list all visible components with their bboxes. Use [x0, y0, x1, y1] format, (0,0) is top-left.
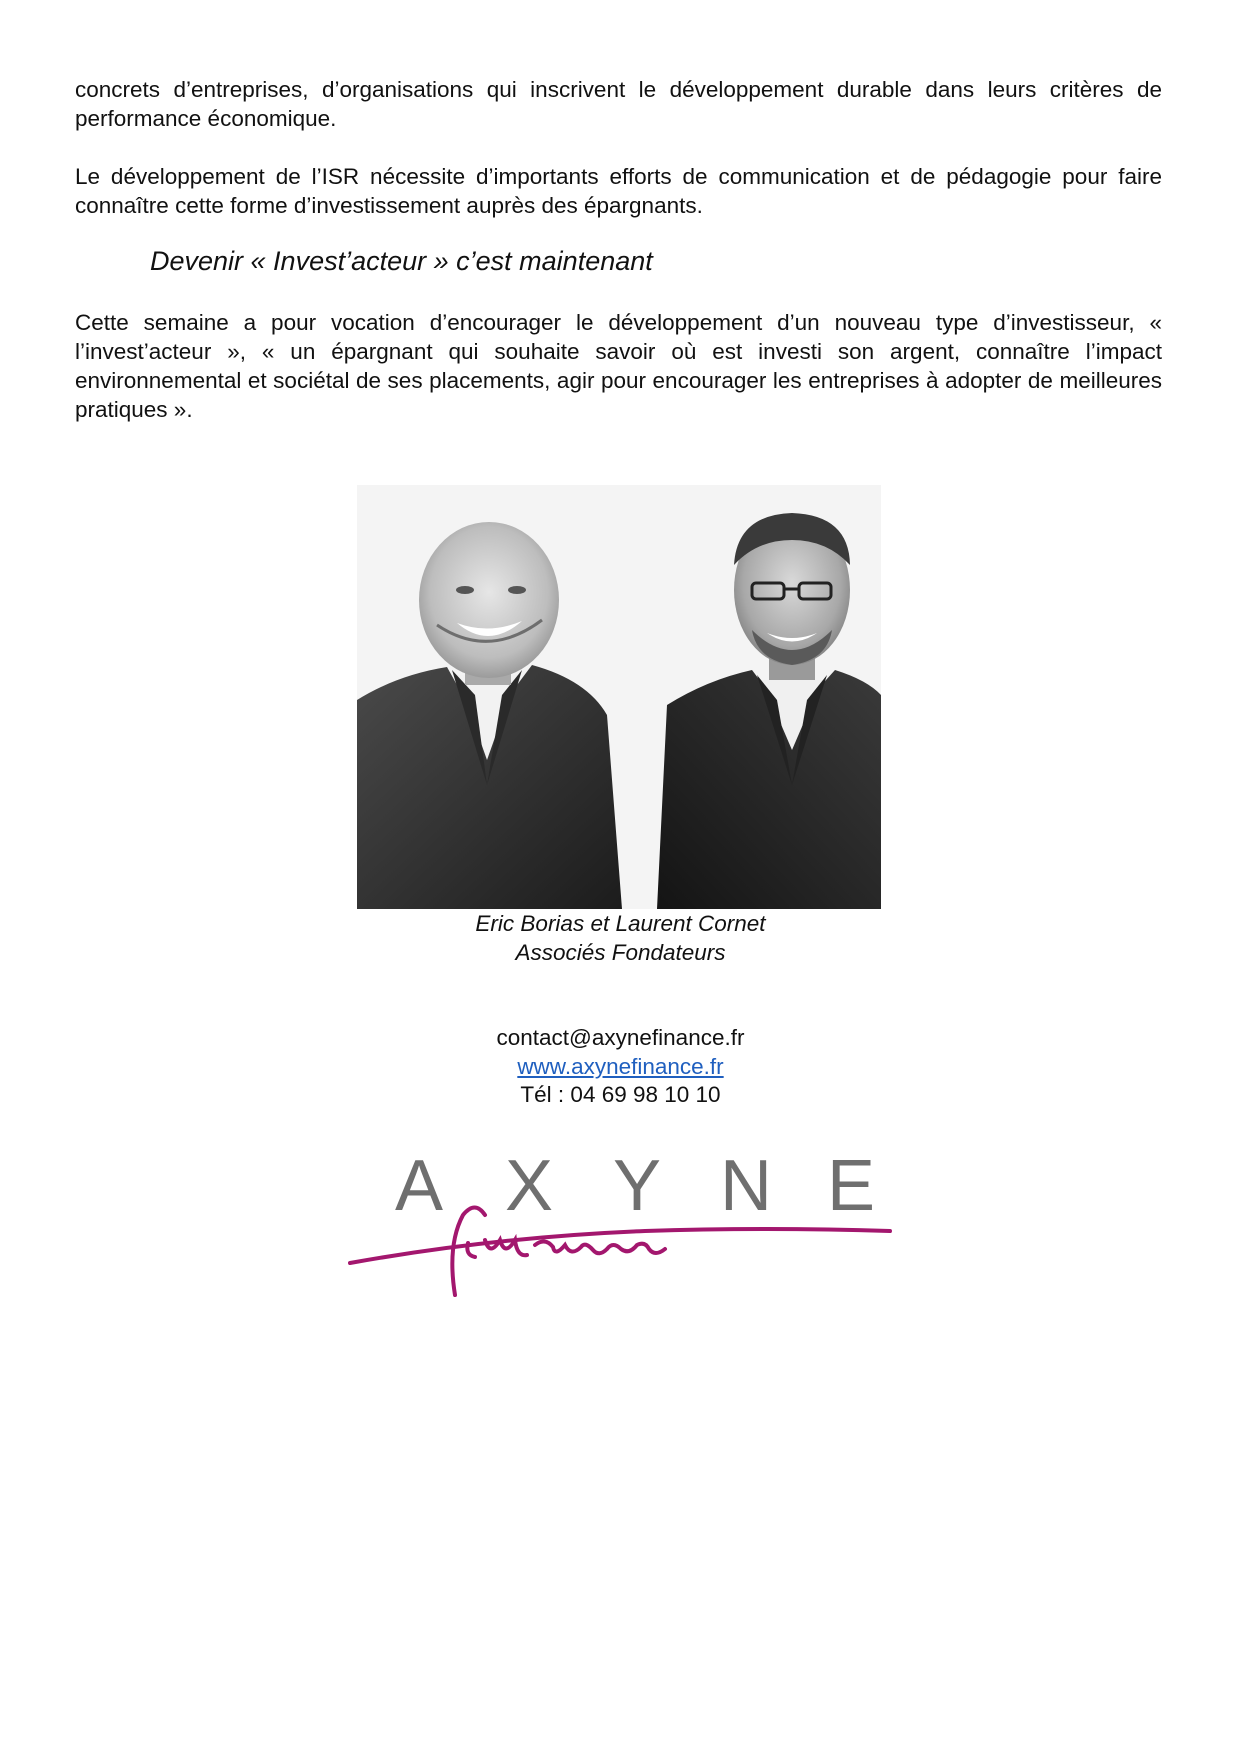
paragraph-3: Cette semaine a pour vocation d’encourager le développement d’un nouveau type d’investisseur, « l’invest’acteur », « un épargnant qui souhaite savoir où est investi son argent, connaître l’impact environnemental et sociétal de ses placements, agir pour encourager les entreprises à adopter de meilleures pratiques ».	[75, 310, 1162, 422]
paragraph-2: Le développement de l’ISR nécessite d’importants efforts de communication et de pédagogie pour faire connaître cette forme d’investissement auprès des épargnants.	[75, 164, 1162, 218]
paragraph-1: concrets d’entreprises, d’organisations qui inscrivent le développement durable dans leurs critères de performance économique.	[75, 77, 1162, 131]
contact-phone: Tél : 04 69 98 10 10	[520, 1082, 721, 1107]
contact-website	[0, 1054, 1241, 1080]
axyne-finance-logo	[345, 1145, 905, 1307]
logo-letter-e: E	[827, 1146, 876, 1226]
founders-photo	[357, 485, 881, 909]
contact-email: contact@axynefinance.fr	[496, 1025, 745, 1050]
photo-caption-names: Eric Borias et Laurent Cornet	[475, 911, 766, 936]
photo-caption-role: Associés Fondateurs	[515, 940, 726, 965]
section-subheading: Devenir « Invest’acteur » c’est maintenant	[150, 246, 653, 276]
logo-letter-x: X	[505, 1146, 554, 1226]
logo-letter-a: A	[395, 1146, 444, 1226]
logo-letter-y: Y	[613, 1146, 662, 1226]
logo-letter-n: N	[720, 1146, 772, 1226]
website-link[interactable]: www.axynefinance.fr	[517, 1054, 724, 1079]
